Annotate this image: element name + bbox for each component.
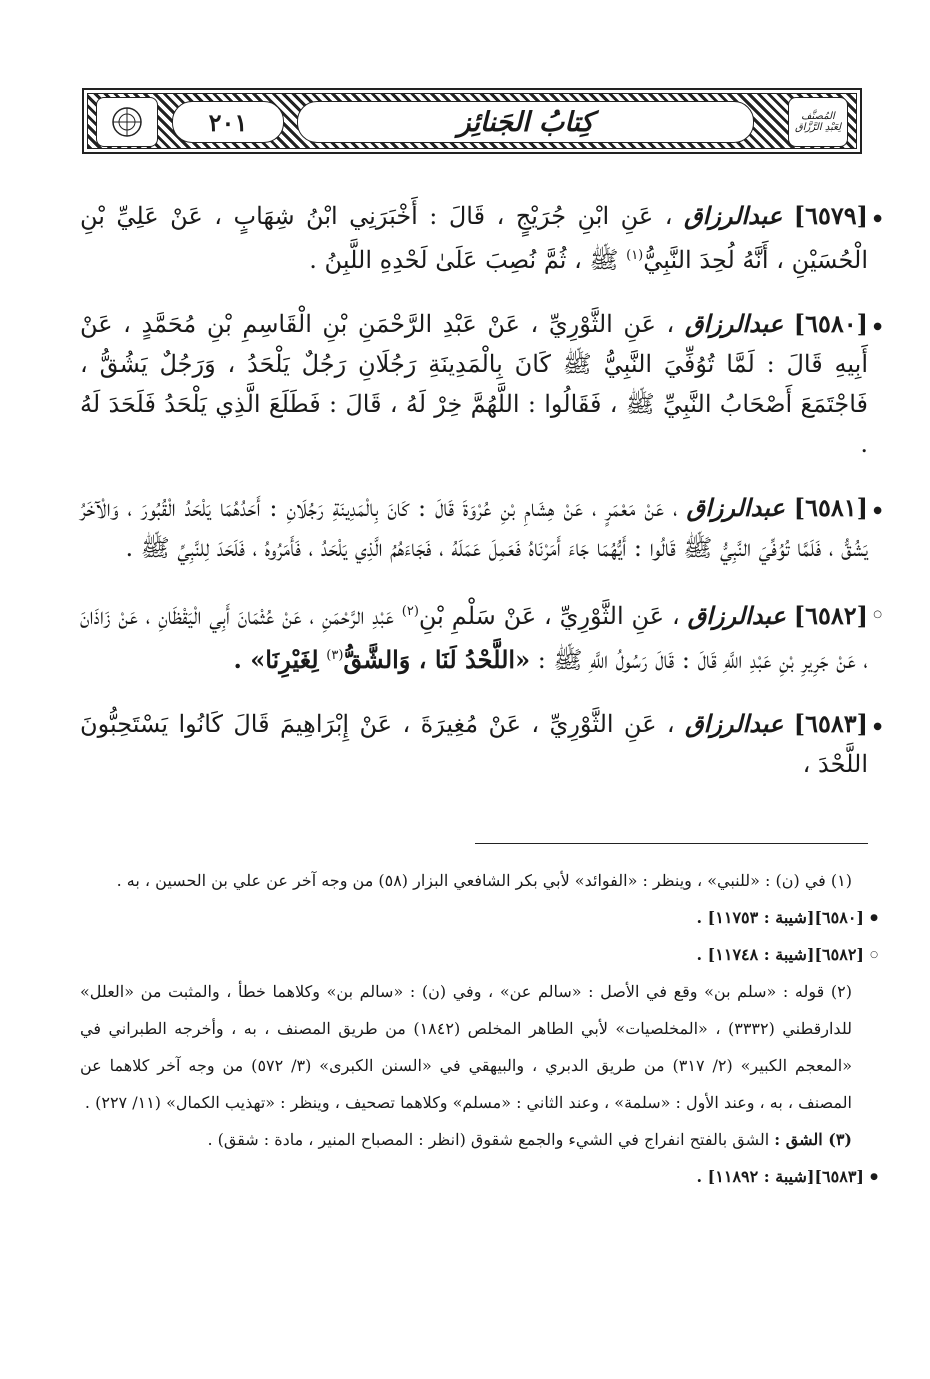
- footnote-3-text: الشق بالفتح انفراج في الشيء والجمع شقوق (انظر : المصباح المنير ، مادة : شقق) .: [207, 1130, 770, 1149]
- hadith-number: [٦٥٨٢]: [793, 601, 869, 630]
- narrator-name: عبدالرزاق: [686, 493, 785, 522]
- cross-reference-text: [٦٥٨٢][شيبة : ١١٧٤٨] .: [696, 945, 864, 964]
- hadith-number: [٦٥٨١]: [793, 493, 868, 522]
- header-emblem-left: [96, 97, 158, 147]
- filled-circle-icon: ●: [873, 721, 882, 732]
- hadith-text: ، عَنْ مَعْمَرٍ ، عَنْ هِشَامِ بْنِ عُرْوَةَ قَالَ : كَانَ بِالْمَدِينَةِ رَجُلَانِ : أَحَدُهُمَا يَلْحَدُ الْقُبُورَ ، وَالْآخَرُ يَشُقُّ ، فَلَمَّا تُوُفِّيَ النَّبِيُّ ﷺ قَالُوا : أَيُّهُمَا جَاءَ أَمَرْنَاهُ فَعَمِلَ عَمَلَهُ ، فَجَاءَهُمُ الَّذِي يَلْحَدُ ، فَأَمَرُوهُ ، فَلَحَدَ لِلنَّبِيِّ ﷺ .: [80, 494, 868, 562]
- book-logo-text: [795, 111, 841, 133]
- hadith-text: ، عَنِ ابْنِ جُرَيْجٍ ، قَالَ : أَخْبَرَنِي ابْنُ شِهَابٍ ، عَنْ عَلِيِّ بْنِ الْحُسَيْنِ ، أَنَّهُ لُحِدَ النَّبِيُّ: [80, 202, 868, 274]
- book-logo-line-2: لِعَبْدِ الرَّزَّاق: [794, 122, 842, 133]
- footnote-3-term: (٣) الشق :: [774, 1130, 852, 1149]
- page-number: ٢٠١: [208, 107, 248, 137]
- footnote-ref: (٣): [326, 648, 344, 663]
- footnote-3: [80, 1121, 868, 1158]
- cross-reference-text: [٦٥٨٠][شيبة : ١١٧٥٣] .: [696, 908, 864, 927]
- chapter-title: كِتابُ الجَنائِز: [457, 106, 594, 138]
- hollow-circle-icon: ○: [870, 950, 878, 960]
- hadith-text: ، عَنِ الثَّوْرِيِّ ، عَنْ سَلْمِ بْنِ: [418, 602, 680, 630]
- filled-circle-icon: ●: [873, 321, 882, 332]
- filled-circle-icon: ●: [873, 213, 882, 224]
- filled-circle-icon: ●: [870, 913, 878, 923]
- footnote-ref: (٢): [401, 604, 419, 619]
- footnotes: [80, 862, 878, 1195]
- book-logo: [788, 97, 848, 147]
- hadith-6582: [80, 592, 882, 680]
- footnote-ref: (١): [626, 248, 644, 263]
- hadith-6583: [80, 704, 882, 784]
- hadith-6579: [80, 196, 882, 280]
- cross-reference-text: [٦٥٨٣][شيبة : ١١٨٩٢] .: [696, 1167, 864, 1186]
- filled-circle-icon: ●: [873, 505, 882, 516]
- footnote-1: (١) في (ن) : «للنبي» ، وينظر : «الفوائد» لأبي بكر الشافعي البزار (٥٨) من وجه آخر عن علي بن الحسين ، به .: [116, 871, 852, 890]
- narrator-name: عبدالرزاق: [685, 709, 784, 738]
- hadith-text-continued: عَبْدِ الرَّحْمَنِ ، عَنْ عُثْمَانَ أَبِي الْيَقْظَانِ ، عَنْ زَاذَانَ ، عَنْ جَرِيرِ بْنِ عَبْدِ اللَّهِ قَالَ : قَالَ رَسُولُ اللَّهِ ﷺ :: [80, 602, 868, 674]
- prophetic-saying-end: لِغَيْرِنَا» .: [233, 645, 319, 674]
- hadith-number: [٦٥٨٠]: [793, 309, 868, 338]
- cross-reference-6582: [80, 936, 878, 973]
- prophetic-saying: «اللَّحْدُ لَنَا ، وَالشَّقُّ: [343, 645, 531, 674]
- narrator-name: عبدالرزاق: [683, 201, 783, 230]
- cross-reference-6583: [80, 1158, 878, 1195]
- book-logo-line-1: المُصنَّف: [801, 111, 835, 122]
- ornament-icon: [105, 104, 149, 140]
- hadith-text: ، عَنِ الثَّوْرِيِّ ، عَنْ مُغِيرَةَ ، عَنْ إِبْرَاهِيمَ قَالَ كَانُوا يَسْتَحِبُّونَ اللَّحْدَ ،: [80, 710, 868, 778]
- filled-circle-icon: ●: [870, 1172, 878, 1182]
- main-text: [80, 172, 882, 796]
- narrator-name: عبدالرزاق: [687, 601, 786, 630]
- cross-reference-6580: [80, 899, 878, 936]
- page-number-plate: [172, 101, 284, 143]
- hadith-text-continued: ﷺ ، ثُمَّ نُصِبَ عَلَىٰ لَحْدِهِ اللَّبِنُ .: [309, 246, 619, 274]
- chapter-title-plate: [297, 101, 754, 143]
- hadith-6581: [80, 488, 882, 568]
- hadith-number: [٦٥٧٩]: [793, 201, 868, 230]
- narrator-name: عبدالرزاق: [684, 309, 784, 338]
- footnote-2: (٢) قوله : «سلم بن» وقع في الأصل : «سالم عن» ، وفي (ن) : «سالم بن» وكلاهما خطأ ، والمثبت من «العلل» للدارقطني (٣٣٣٢) ، «المخلصيات» لأبي الطاهر المخلص (١٨٤٢) من طريق المصنف ، به ، وأخرجه الطبراني في «المعجم الكبير» (٢/ ٣١٧) من طريق الدبري ، والبيهقي في «السنن الكبرى» (٣/ ٥٧٢) من وجه آخر كلاهما عن المصنف ، به ، وعند الأول : «سلمة» ، وعند الثاني : «مسلم» وكلاهما تصحيف ، وينظر : «تهذيب الكمال» (١١/ ٢٢٧) .: [80, 982, 853, 1112]
- page-header: [82, 88, 862, 154]
- hollow-circle-icon: ○: [873, 609, 882, 620]
- hadith-text: ، عَنِ الثَّوْرِيِّ ، عَنْ عَبْدِ الرَّحْمَنِ بْنِ الْقَاسِمِ بْنِ مُحَمَّدٍ ، عَنْ أَبِيهِ قَالَ : لَمَّا تُوُفِّيَ النَّبِيُّ ﷺ كَانَ بِالْمَدِينَةِ رَجُلَانِ رَجُلٌ يَلْحَدُ ، وَرَجُلٌ يَشُقُّ ، فَاجْتَمَعَ أَصْحَابُ النَّبِيِّ ﷺ ، فَقَالُوا : اللَّهُمَّ خِرْ لَهُ ، قَالَ : فَطَلَعَ الَّذِي يَلْحَدُ فَلَحَدَ لَهُ .: [80, 310, 868, 458]
- hadith-number: [٦٥٨٣]: [793, 709, 868, 738]
- footnote-divider: [475, 843, 868, 844]
- hadith-6580: [80, 304, 882, 464]
